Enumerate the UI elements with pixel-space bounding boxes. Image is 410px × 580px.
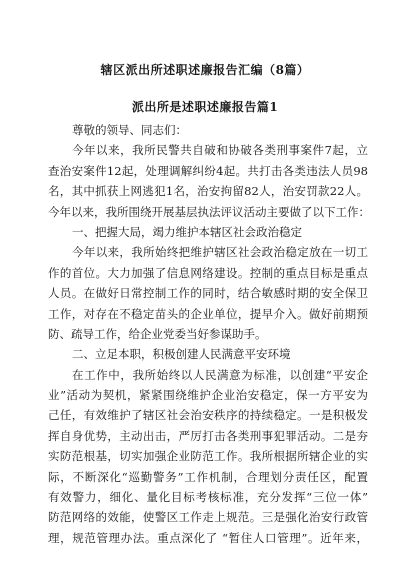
body-text-line: 防、疏导工作，给企业党委当好参谋助手。 — [48, 326, 267, 341]
body-text-line: 防范网络的效能，使警区工作走上规范。三是强化治安行政管 — [48, 510, 368, 525]
body-text-line: 工作，对存在不稳定苗头的企业单位，提早介入。做好前期预 — [48, 306, 368, 321]
body-text-line: 尊敬的领导、同志们： — [72, 123, 187, 137]
body-text-line: 人员。在做好日常控制工作的同时，结合敏感时期的安全保卫 — [48, 286, 368, 301]
body-text-line: 查治安案件12起，处理调解纠纷4起。共打击各类违法人员98 — [48, 163, 368, 178]
section-title: 派出所是述职述廉报告篇1 — [131, 100, 279, 114]
body-text-line: 业”活动为契机，紧紧围绕维护企业治安稳定，保一方平安为 — [48, 388, 368, 403]
body-text-line: 二、立足本职，积极创建人民满意平安环境 — [72, 347, 291, 362]
body-text-line: 挥自身优势，主动出击，严厉打击各类刑事犯罪活动。二是夯 — [48, 428, 368, 443]
body-text-line: 己任，有效维护了辖区社会治安秩序的持续稳定。一是积极发 — [48, 408, 368, 423]
body-text-line: 今年以来，我所始终把维护辖区社会政治稳定放在一切工 — [72, 245, 368, 260]
body-text-line: 实防范根基，切实加强企业防范工作。我所根据所辖企业的实 — [48, 449, 368, 464]
body-text-line: 今年以来，我所民警共自破和协破各类刑事案件7起，立 — [72, 143, 368, 158]
body-text-line: 作的首位。大力加强了信息网络建设。控制的重点目标是重点 — [48, 265, 368, 280]
body-text-line: 在工作中，我所始终以人民满意为标准，以创建“平安企 — [72, 367, 368, 382]
document-title: 辖区派出所述职述廉报告汇编（8篇） — [100, 63, 310, 77]
body-text-line: 际，不断深化“巡勤警务”工作机制，合理划分责任区，配置 — [48, 469, 368, 484]
body-text-line: 今年以来，我所围绕开展基层执法评议活动主要做了以下工作： — [48, 204, 370, 219]
body-text-line: 名，其中抓获上网逃犯1名，治安拘留82人，治安罚款22人。 — [48, 184, 368, 199]
body-text-line: 有效警力，细化、量化目标考核标准，充分发挥“三位一体” — [48, 490, 368, 505]
body-text-line: 一、把握大局，竭力维护本辖区社会政治稳定 — [72, 224, 302, 239]
body-text-line: 理，规范管理办法。重点深化了 “暂住人口管理”。近年来， — [48, 530, 368, 545]
document-body — [48, 120, 368, 548]
